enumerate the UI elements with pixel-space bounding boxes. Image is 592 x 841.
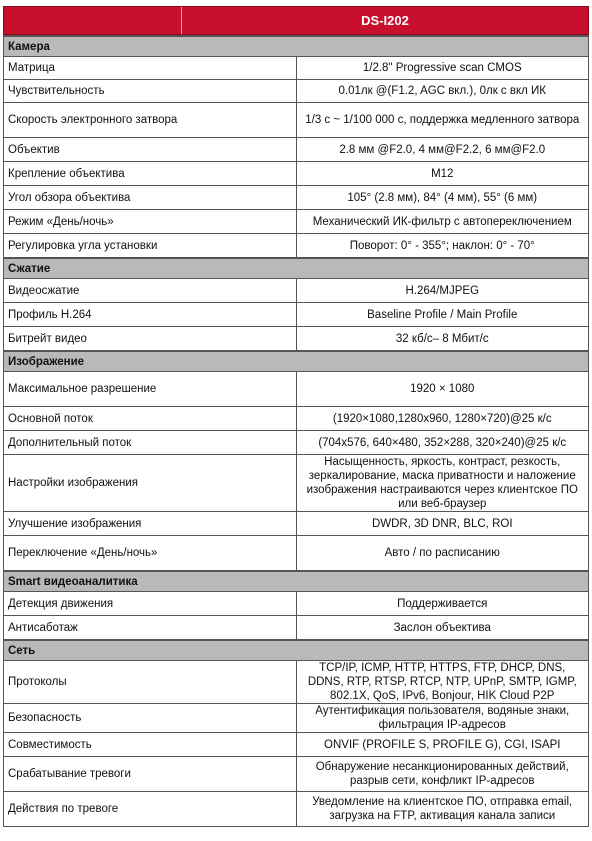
- spec-label: Срабатывание тревоги: [4, 757, 297, 792]
- spec-label: Основной поток: [4, 407, 297, 431]
- spec-label: Безопасность: [4, 704, 297, 733]
- spec-value: Baseline Profile / Main Profile: [296, 303, 589, 327]
- section-title: Сеть: [4, 640, 589, 661]
- spec-value: Поворот: 0° - 355°; наклон: 0° - 70°: [296, 234, 589, 259]
- spec-label: Крепление объектива: [4, 162, 297, 186]
- spec-value: Обнаружение несанкционированных действий, разрыв сети, конфликт IP-адресов: [296, 757, 589, 792]
- spec-value: Заслон объектива: [296, 616, 589, 641]
- spec-value: 0.01лк @(F1.2, AGC вкл.), 0лк с вкл ИК: [296, 80, 589, 103]
- spec-value: (1920×1080,1280x960, 1280×720)@25 к/с: [296, 407, 589, 431]
- spec-row: [4, 733, 589, 757]
- spec-value: TCP/IP, ICMP, HTTP, HTTPS, FTP, DHCP, DNS, DDNS, RTP, RTSP, RTCP, NTP, UPnP, SMTP, IGMP, 802.1X, QoS, IPv6, Bonjour, HIK Cloud P2P: [296, 661, 589, 704]
- spec-sheet: [3, 6, 589, 827]
- section-header: [4, 571, 589, 592]
- spec-label: Действия по тревоге: [4, 792, 297, 827]
- section-title: Камера: [4, 36, 589, 57]
- section-title: Smart видеоаналитика: [4, 571, 589, 592]
- spec-value: Авто / по расписанию: [296, 536, 589, 572]
- spec-label: Скорость электронного затвора: [4, 103, 297, 138]
- spec-row: [4, 210, 589, 234]
- spec-value: Аутентификация пользователя, водяные знаки, фильтрация IP-адресов: [296, 704, 589, 733]
- spec-row: [4, 512, 589, 536]
- spec-label: Настройки изображения: [4, 455, 297, 512]
- model-header-spacer: [4, 7, 182, 34]
- spec-table: [3, 35, 589, 827]
- spec-row: [4, 616, 589, 641]
- spec-row: [4, 536, 589, 572]
- spec-value: Поддерживается: [296, 592, 589, 616]
- spec-row: [4, 303, 589, 327]
- spec-label: Антисаботаж: [4, 616, 297, 641]
- spec-value: H.264/MJPEG: [296, 279, 589, 303]
- model-header-bar: [3, 6, 589, 35]
- spec-row: [4, 661, 589, 704]
- spec-label: Улучшение изображения: [4, 512, 297, 536]
- section-header: [4, 36, 589, 57]
- spec-row: [4, 407, 589, 431]
- spec-label: Переключение «День/ночь»: [4, 536, 297, 572]
- spec-row: [4, 103, 589, 138]
- spec-value: M12: [296, 162, 589, 186]
- section-header: [4, 351, 589, 372]
- spec-label: Угол обзора объектива: [4, 186, 297, 210]
- spec-row: [4, 704, 589, 733]
- spec-row: [4, 372, 589, 407]
- spec-value: Механический ИК-фильтр с автопереключением: [296, 210, 589, 234]
- spec-row: [4, 592, 589, 616]
- spec-label: Детекция движения: [4, 592, 297, 616]
- spec-value: Насыщенность, яркость, контраст, резкость, зеркалирование, маска приватности и наложение изображения настраиваются через клиентское ПО или веб-браузер: [296, 455, 589, 512]
- spec-value: DWDR, 3D DNR, BLC, ROI: [296, 512, 589, 536]
- spec-label: Чувствительность: [4, 80, 297, 103]
- spec-label: Режим «День/ночь»: [4, 210, 297, 234]
- spec-label: Регулировка угла установки: [4, 234, 297, 259]
- spec-label: Протоколы: [4, 661, 297, 704]
- model-title: DS-I202: [361, 13, 409, 28]
- spec-row: [4, 186, 589, 210]
- spec-label: Профиль H.264: [4, 303, 297, 327]
- spec-row: [4, 234, 589, 259]
- spec-label: Объектив: [4, 138, 297, 162]
- spec-row: [4, 792, 589, 827]
- spec-value: 1/3 с ~ 1/100 000 с, поддержка медленного затвора: [296, 103, 589, 138]
- spec-value: 32 кб/с– 8 Мбит/с: [296, 327, 589, 352]
- spec-row: [4, 279, 589, 303]
- spec-value: 1/2.8" Progressive scan CMOS: [296, 57, 589, 80]
- spec-label: Дополнительный поток: [4, 431, 297, 455]
- spec-label: Видеосжатие: [4, 279, 297, 303]
- spec-value: 105° (2.8 мм), 84° (4 мм), 55° (6 мм): [296, 186, 589, 210]
- spec-value: 2.8 мм @F2.0, 4 мм@F2.2, 6 мм@F2.0: [296, 138, 589, 162]
- spec-value: ONVIF (PROFILE S, PROFILE G), CGI, ISAPI: [296, 733, 589, 757]
- spec-row: [4, 57, 589, 80]
- spec-value: Уведомление на клиентское ПО, отправка email, загрузка на FTP, активация канала записи: [296, 792, 589, 827]
- spec-row: [4, 80, 589, 103]
- spec-value: 1920 × 1080: [296, 372, 589, 407]
- spec-table-body: [4, 36, 589, 827]
- spec-row: [4, 327, 589, 352]
- spec-label: Битрейт видео: [4, 327, 297, 352]
- spec-label: Максимальное разрешение: [4, 372, 297, 407]
- section-header: [4, 258, 589, 279]
- section-title: Изображение: [4, 351, 589, 372]
- spec-row: [4, 162, 589, 186]
- spec-value: (704x576, 640×480, 352×288, 320×240)@25 к/с: [296, 431, 589, 455]
- section-title: Сжатие: [4, 258, 589, 279]
- spec-label: Матрица: [4, 57, 297, 80]
- spec-label: Совместимость: [4, 733, 297, 757]
- spec-row: [4, 455, 589, 512]
- spec-row: [4, 757, 589, 792]
- section-header: [4, 640, 589, 661]
- spec-row: [4, 431, 589, 455]
- spec-row: [4, 138, 589, 162]
